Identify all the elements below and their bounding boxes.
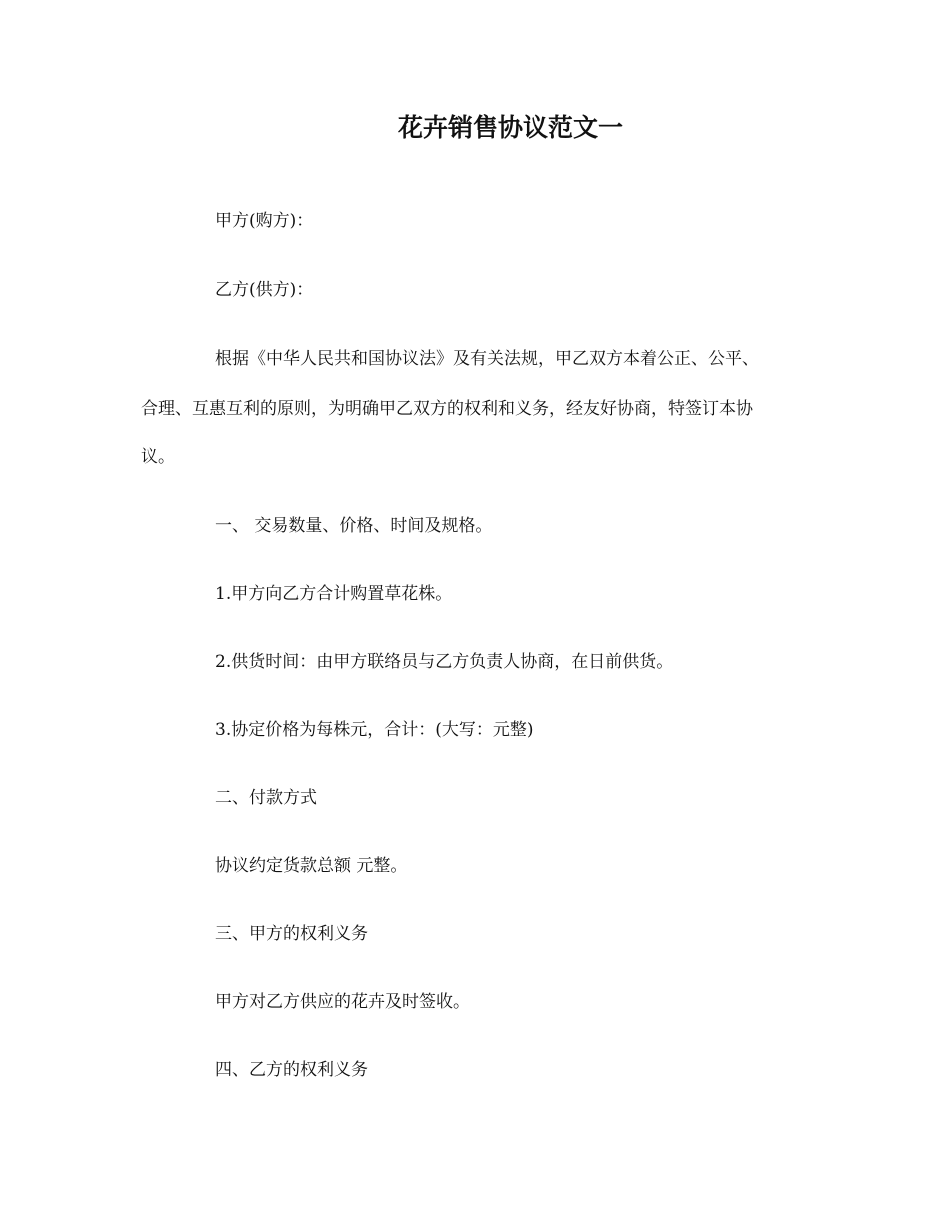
section-1-item-3: 3.协定价格为每株元，合计：(大写：元整) — [215, 720, 534, 740]
intro-paragraph-line-3: 议。 — [141, 447, 175, 467]
intro-paragraph-line-1: 根据《中华人民共和国协议法》及有关法规，甲乙双方本着公正、公平、 — [215, 349, 759, 369]
intro-paragraph-line-2: 合理、互惠互利的原则，为明确甲乙双方的权利和义务，经友好协商，特签订本协 — [141, 399, 753, 419]
title-container — [0, 108, 950, 148]
document-title: 花卉销售协议范文一 — [398, 113, 624, 142]
section-4-heading: 四、乙方的权利义务 — [215, 1060, 368, 1080]
section-2-text: 协议约定货款总额 元整。 — [215, 856, 408, 876]
section-2-heading: 二、付款方式 — [215, 788, 317, 808]
party-b-line: 乙方(供方)： — [215, 280, 314, 300]
section-3-text: 甲方对乙方供应的花卉及时签收。 — [215, 992, 470, 1012]
party-a-line: 甲方(购方)： — [215, 211, 314, 231]
section-1-item-1: 1.甲方向乙方合计购置草花株。 — [215, 584, 453, 604]
section-1-item-2: 2.供货时间：由甲方联络员与乙方负责人协商，在日前供货。 — [215, 652, 674, 672]
section-1-heading: 一、 交易数量、价格、时间及规格。 — [215, 516, 493, 536]
section-3-heading: 三、甲方的权利义务 — [215, 924, 368, 944]
